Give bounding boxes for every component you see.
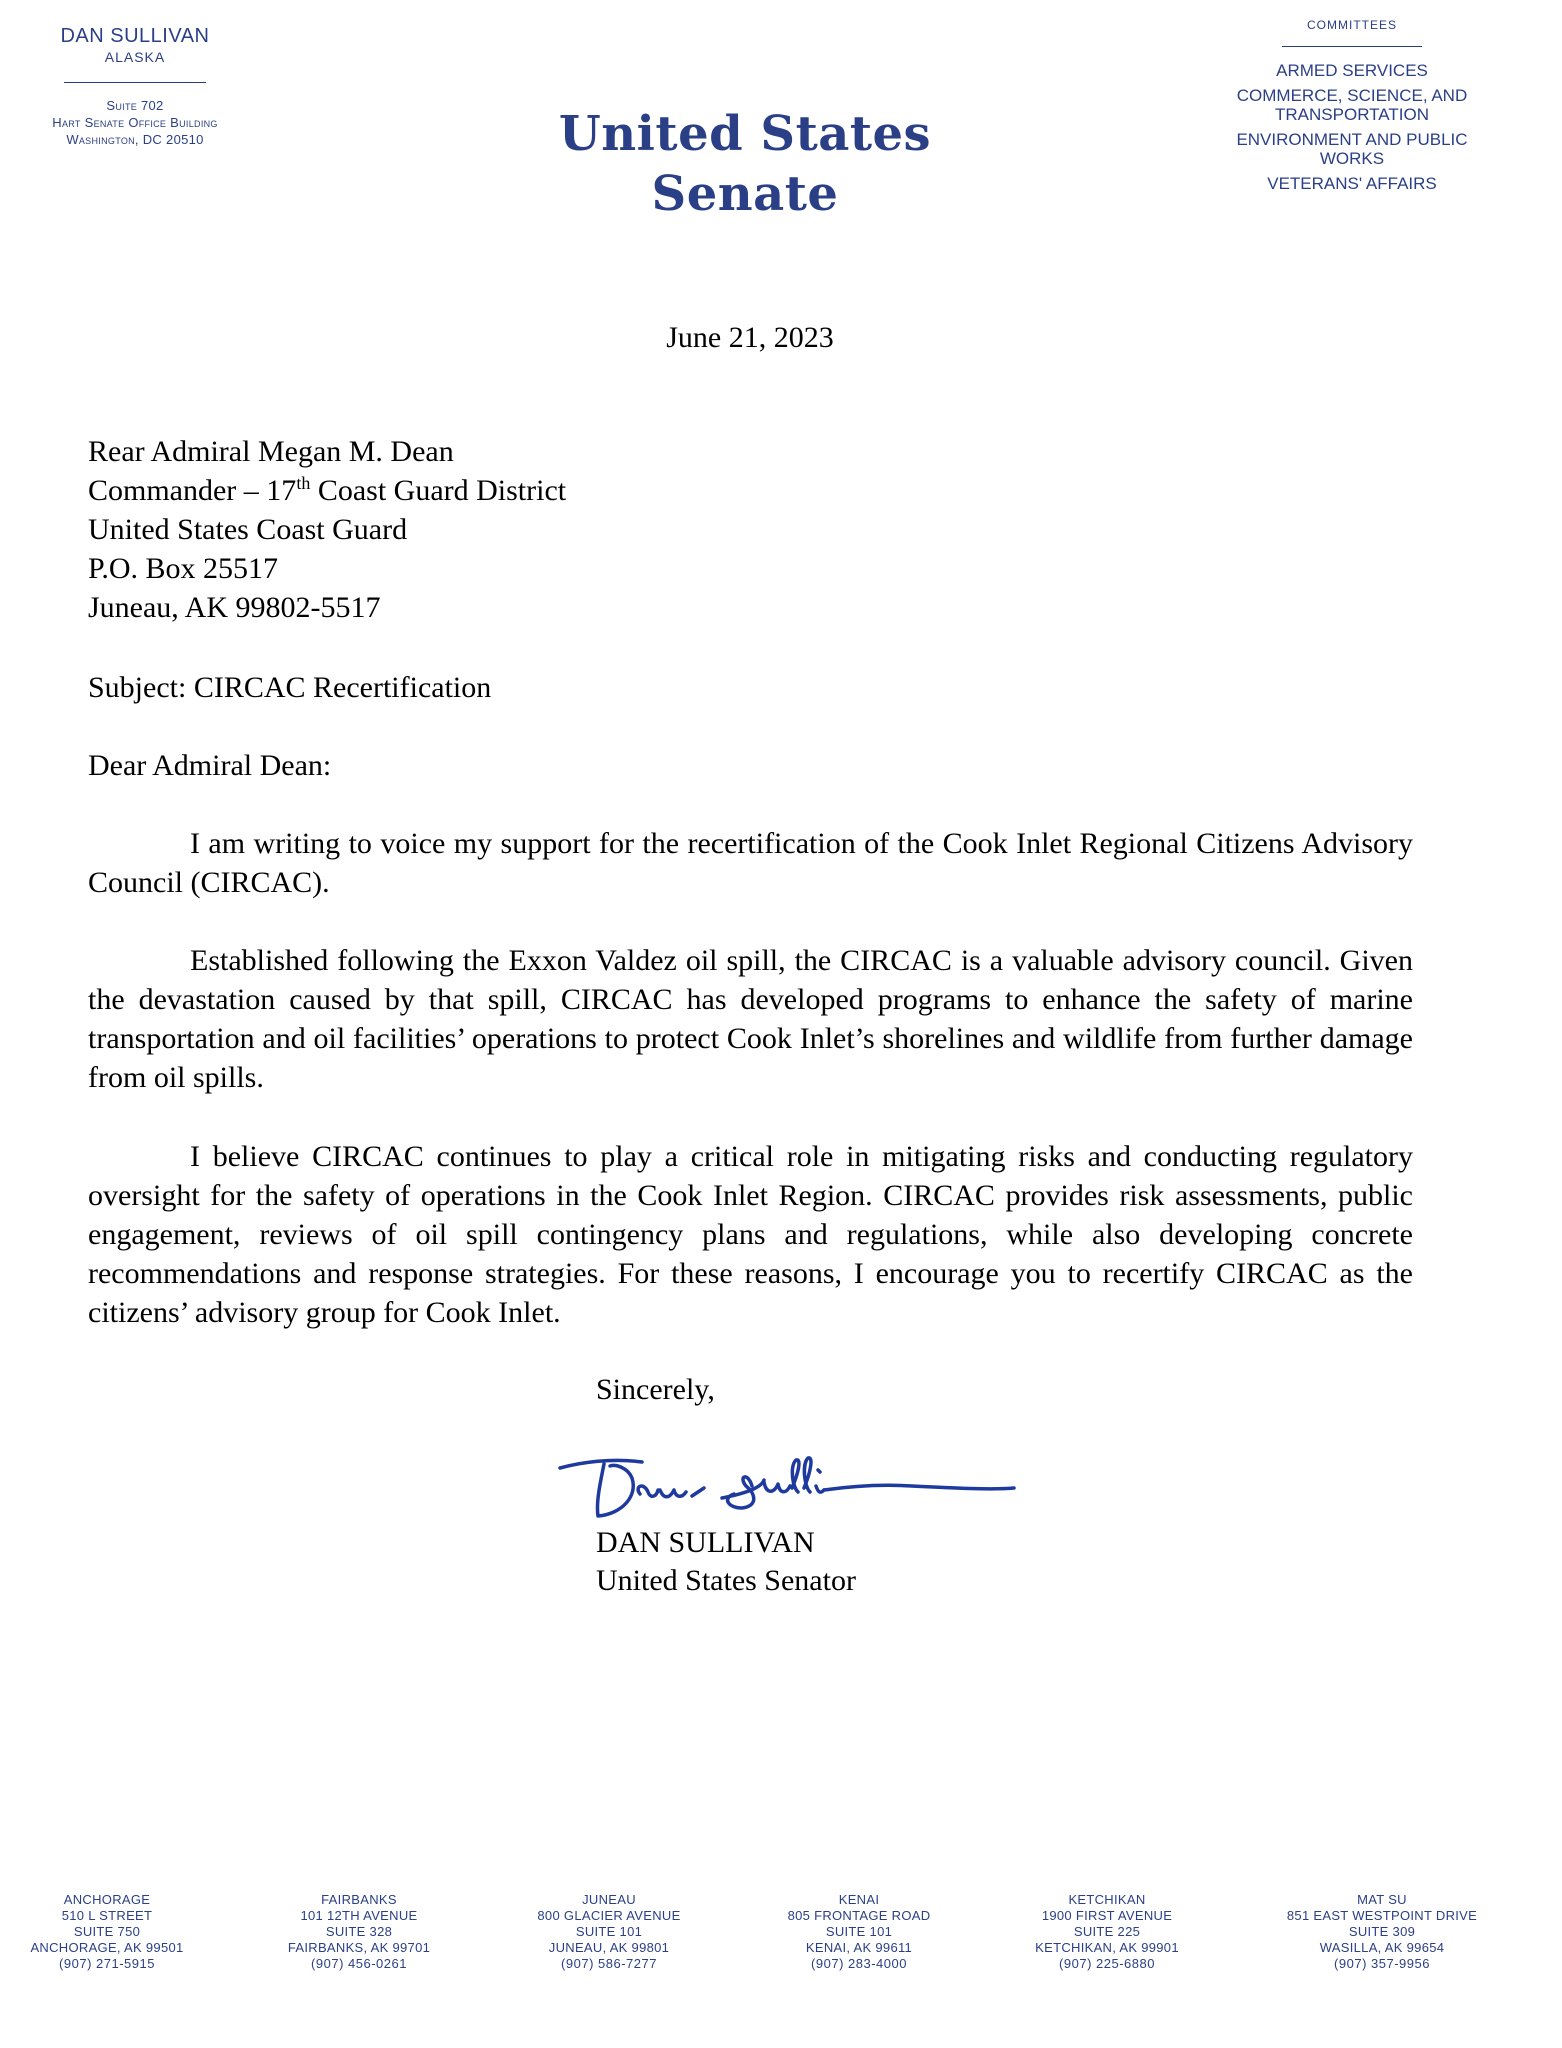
salutation: Dear Admiral Dean:	[88, 749, 332, 782]
masthead-title: United States Senate	[558, 106, 932, 222]
office-phone: (907) 357-9956	[1334, 1956, 1430, 1971]
closing: Sincerely,	[596, 1373, 715, 1406]
office-phone: (907) 586-7277	[561, 1956, 657, 1971]
office-street: 800 GLACIER AVENUE	[537, 1908, 681, 1923]
office-juneau	[484, 1892, 734, 1972]
office-city: MAT SU	[1357, 1892, 1407, 1907]
committees-title: COMMITTEES	[1307, 18, 1397, 32]
office-city: FAIRBANKS	[321, 1892, 397, 1907]
office-address-line: Hart Senate Office Building	[52, 115, 218, 130]
office-street: 510 L STREET	[61, 1908, 153, 1923]
committee-item: COMMERCE, SCIENCE, AND TRANSPORTATION	[1236, 86, 1468, 124]
office-anchorage	[0, 1892, 232, 1972]
senator-state: ALASKA	[104, 49, 166, 65]
office-phone: (907) 225-6880	[1059, 1956, 1155, 1971]
office-suite: SUITE 750	[73, 1924, 141, 1939]
office-street: 1900 FIRST AVENUE	[1041, 1908, 1173, 1923]
divider	[1282, 46, 1422, 47]
recipient-title-text: Commander – 17	[88, 474, 297, 507]
office-phone: (907) 456-0261	[311, 1956, 407, 1971]
office-city: JUNEAU	[582, 1892, 636, 1907]
office-city: KENAI	[838, 1892, 880, 1907]
letterhead-senator-block	[20, 24, 250, 148]
office-ketchikan	[982, 1892, 1232, 1972]
committee-item: ENVIRONMENT AND PUBLIC WORKS	[1236, 130, 1468, 168]
office-citystate: KENAI, AK 99611	[805, 1940, 913, 1955]
office-city: KETCHIKAN	[1068, 1892, 1146, 1907]
recipient-line: P.O. Box 25517	[88, 552, 279, 585]
office-suite: SUITE 101	[825, 1924, 893, 1939]
recipient-district-text: Coast Guard District	[310, 474, 567, 507]
senator-name: DAN SULLIVAN	[60, 25, 210, 47]
recipient-line: United States Coast Guard	[88, 513, 408, 546]
footer-offices	[0, 1892, 1562, 1982]
office-citystate: WASILLA, AK 99654	[1319, 1940, 1445, 1955]
committee-item: ARMED SERVICES	[1276, 61, 1428, 80]
office-phone: (907) 271-5915	[59, 1956, 155, 1971]
letter-date: June 21, 2023	[666, 321, 834, 354]
signer-title: United States Senator	[596, 1564, 856, 1597]
divider	[64, 82, 206, 83]
subject-line: Subject: CIRCAC Recertification	[88, 671, 492, 704]
office-suite: SUITE 101	[575, 1924, 643, 1939]
office-suite: SUITE 225	[1073, 1924, 1141, 1939]
office-suite: SUITE 328	[325, 1924, 393, 1939]
committee-item: VETERANS' AFFAIRS	[1267, 174, 1437, 193]
ordinal-suffix: th	[296, 473, 311, 493]
office-address-line: Suite 702	[106, 98, 164, 113]
committees-block	[1212, 16, 1492, 199]
office-city: ANCHORAGE	[63, 1892, 151, 1907]
body-paragraph: I believe CIRCAC continues to play a critical role in mitigating risks and conducting regulatory oversight for the safety of operations in the Cook Inlet Region. CIRCAC provides risk assessments, public engagement, reviews of oil spill contingency plans and regulations, while also developing concrete recommendations and response strategies. For these reasons, I encourage you to recertify CIRCAC as the citizens’ advisory group for Cook Inlet.	[88, 1140, 1413, 1329]
office-street: 101 12TH AVENUE	[300, 1908, 418, 1923]
office-street: 851 EAST WESTPOINT DRIVE	[1286, 1908, 1478, 1923]
office-citystate: JUNEAU, AK 99801	[548, 1940, 670, 1955]
office-citystate: FAIRBANKS, AK 99701	[287, 1940, 431, 1955]
office-kenai	[734, 1892, 984, 1972]
recipient-line: Rear Admiral Megan M. Dean	[88, 435, 454, 468]
office-street: 805 FRONTAGE ROAD	[787, 1908, 931, 1923]
office-suite: SUITE 309	[1348, 1924, 1416, 1939]
office-mat-su	[1232, 1892, 1532, 1972]
office-address-line: Washington, DC 20510	[66, 132, 204, 147]
office-fairbanks	[234, 1892, 484, 1972]
body-paragraph: Established following the Exxon Valdez oil spill, the CIRCAC is a valuable advisory council. Given the devastation caused by that spill, CIRCAC has developed programs to enhance the safety of marine transportation and oil facilities’ operations to protect Cook Inlet’s shorelines and wildlife from further damage from oil spills.	[88, 944, 1413, 1094]
recipient-address	[88, 432, 566, 627]
office-citystate: ANCHORAGE, AK 99501	[30, 1940, 184, 1955]
office-citystate: KETCHIKAN, AK 99901	[1035, 1940, 1179, 1955]
signer-name: DAN SULLIVAN	[596, 1526, 815, 1559]
recipient-line	[88, 471, 566, 510]
office-phone: (907) 283-4000	[811, 1956, 907, 1971]
body-paragraph: I am writing to voice my support for the recertification of the Cook Inlet Regional Citizens Advisory Council (CIRCAC).	[88, 827, 1413, 899]
handwritten-signature	[552, 1436, 1022, 1526]
recipient-line: Juneau, AK 99802-5517	[88, 591, 381, 624]
